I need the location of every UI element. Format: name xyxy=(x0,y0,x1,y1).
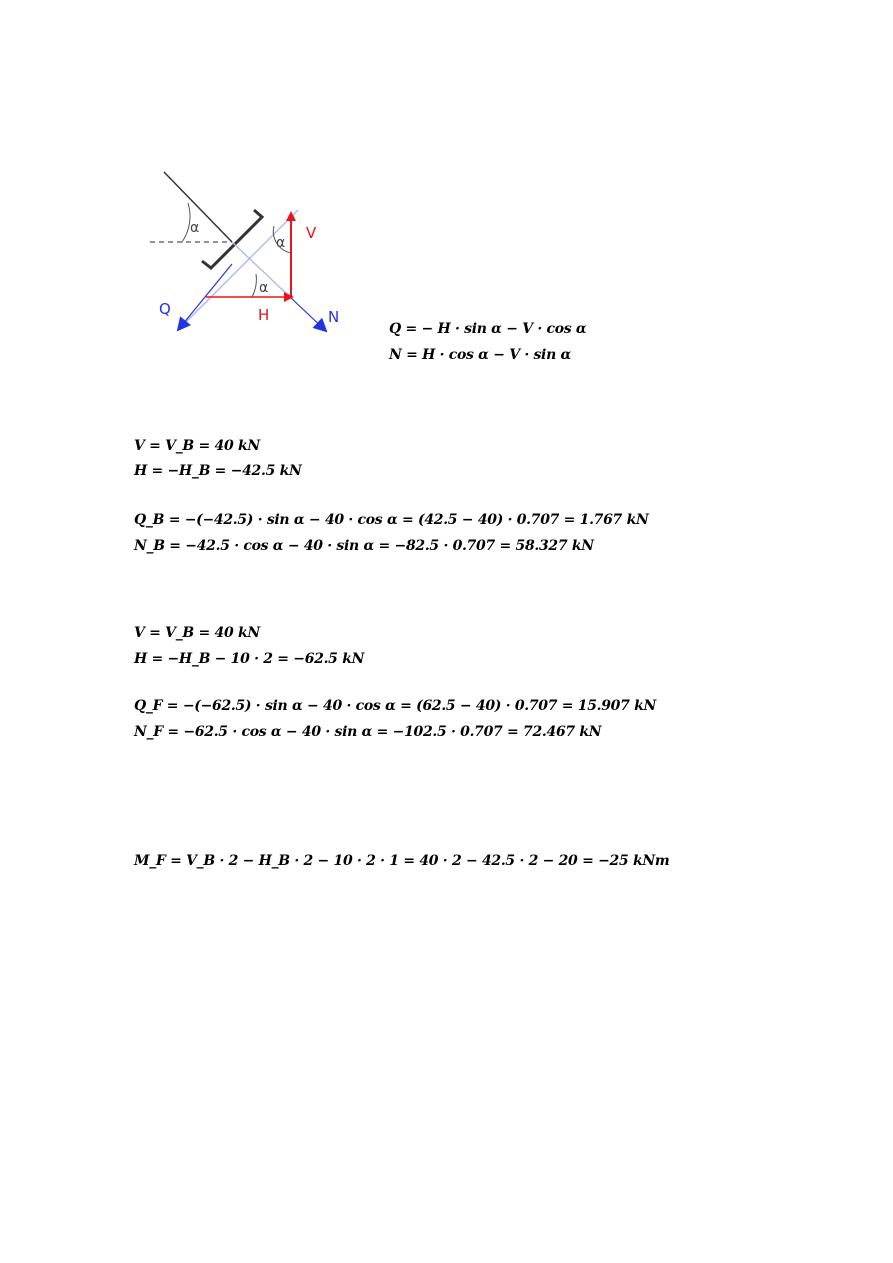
eq-moment-f: M_F = V_B · 2 − H_B · 2 − 10 · 2 · 1 = 40 · 2 − 42.5 · 2 − 20 = −25 kNm xyxy=(134,853,670,869)
alpha-label-h: α xyxy=(259,280,269,296)
label-v: V xyxy=(306,224,317,242)
label-n: N xyxy=(328,308,340,326)
eq-f-h: H = −H_B − 10 · 2 = −62.5 kN xyxy=(134,651,365,667)
section-cut-bracket xyxy=(202,210,262,268)
alpha-label-v: α xyxy=(276,235,286,251)
eq-f-v: V = V_B = 40 kN xyxy=(134,625,260,641)
force-decomposition-diagram xyxy=(140,165,360,340)
label-h: H xyxy=(258,306,270,324)
label-q: Q xyxy=(159,300,171,318)
eq-b-h: H = −H_B = −42.5 kN xyxy=(134,463,302,479)
n-arrow-line xyxy=(290,297,326,331)
angle-arc-member xyxy=(182,203,190,242)
angle-arc-h xyxy=(252,274,256,297)
formula-q-general: Q = − H · sin α − V · cos α xyxy=(389,321,587,337)
eq-b-q: Q_B = −(−42.5) · sin α − 40 · cos α = (42.5 − 40) · 0.707 = 1.767 kN xyxy=(134,512,649,528)
eq-b-v: V = V_B = 40 kN xyxy=(134,438,260,454)
formula-n-general: N = H · cos α − V · sin α xyxy=(389,347,572,363)
q-arrow xyxy=(176,297,290,330)
eq-b-n: N_B = −42.5 · cos α − 40 · sin α = −82.5 · 0.707 = 58.327 kN xyxy=(134,538,594,554)
eq-f-n: N_F = −62.5 · cos α − 40 · sin α = −102.5 · 0.707 = 72.467 kN xyxy=(134,724,602,740)
alpha-label-member: α xyxy=(190,220,200,236)
eq-f-q: Q_F = −(−62.5) · sin α − 40 · cos α = (62.5 − 40) · 0.707 = 15.907 kN xyxy=(134,698,657,714)
